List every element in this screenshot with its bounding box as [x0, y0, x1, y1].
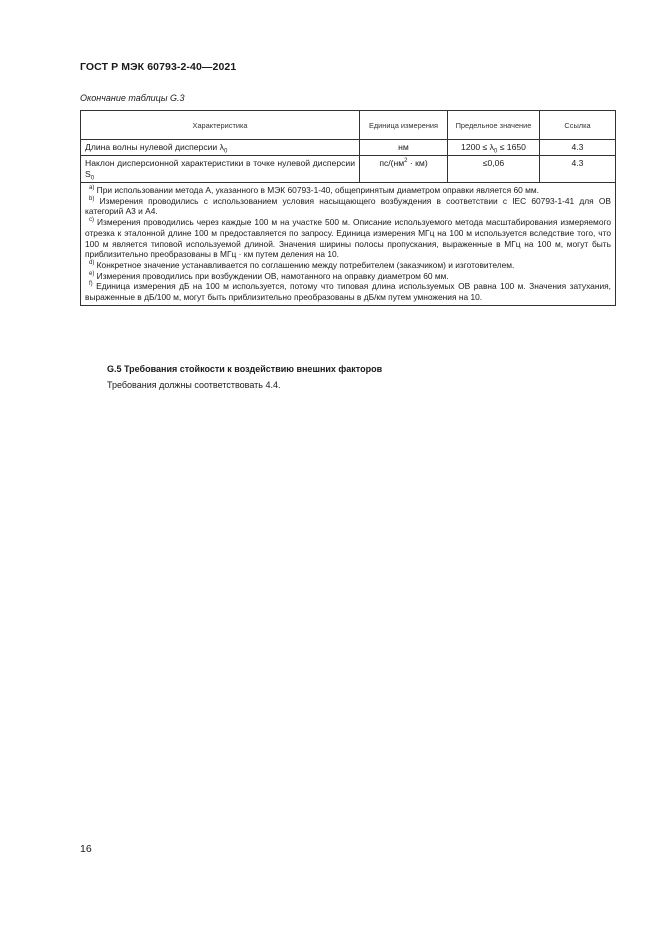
footnote-mark: f) [89, 281, 93, 288]
characteristic-subscript: 0 [90, 175, 95, 182]
table-header-row [81, 111, 616, 140]
limit-text-end: ≤ 1650 [497, 142, 526, 152]
cell-reference: 4.3 [540, 140, 616, 156]
document-header: ГОСТ Р МЭК 60793-2-40—2021 [80, 61, 237, 73]
table-notes [81, 183, 616, 306]
limit-subscript: 0 [493, 148, 498, 155]
footnote-text: Измерения проводились при возбуждении ОВ, намотанного на оправку диаметром 60 мм. [96, 270, 449, 281]
table-notes-row [81, 183, 616, 306]
table-caption: Окончание таблицы G.3 [80, 93, 185, 103]
cell-unit: нм [360, 140, 448, 156]
column-header-characteristic: Характеристика [81, 111, 360, 140]
footnote-mark: e) [89, 270, 95, 277]
footnote-text: Измерения проводились с использованием условия насыщающего возбуждения в соответствии с IEC 60793-1-41 для ОВ категорий А3 и А4. [85, 195, 611, 217]
section-paragraph: Требования должны соответствовать 4.4. [107, 380, 281, 390]
footnote-c [85, 217, 611, 260]
column-header-unit: Единица измерения [360, 111, 448, 140]
column-header-limit: Предельное значение [448, 111, 540, 140]
characteristic-text: Наклон дисперсионной характеристики в точке нулевой дисперсии S [85, 158, 355, 179]
cell-characteristic [81, 156, 360, 183]
characteristic-subscript: 0 [223, 148, 228, 155]
footnote-b [85, 196, 611, 217]
cell-characteristic [81, 140, 360, 156]
footnote-text: При использовании метода А, указанного в МЭК 60793-1-40, общепринятым диаметром оправки является 60 мм. [96, 185, 539, 195]
section-heading: G.5 Требования стойкости к воздействию внешних факторов [107, 364, 383, 374]
footnote-text: Измерения проводились через каждые 100 м на участке 500 м. Описание используемого метода масштабирования измеряемого отрезка к эталонной длине 100 м предоставляется по запросу. Единица измерения МГц на 100 м используется вследствие того, что 100 м является типовой используемой длиной. Значения ширины полосы пропускания, выраженные в МГц на 100 м, могут быть приблизительно преобразованы в МГц · км путем деления на 10. [85, 217, 612, 260]
cell-reference: 4.3 [540, 156, 616, 183]
unit-text: пс/(нм [379, 158, 405, 168]
footnote-mark: b) [89, 195, 95, 202]
cell-unit [360, 156, 448, 183]
footnote-e [85, 271, 611, 282]
table-row [81, 156, 616, 183]
footnote-text: Единица измерения дБ на 100 м используется, потому что типовая длина используемых ОВ равна 100 м. Значения затухания, выраженные в дБ/100 м, могут быть приблизительно преобразованы в дБ/км путем умножения на 10. [85, 281, 611, 303]
footnote-mark: d) [89, 260, 95, 267]
cell-limit [448, 140, 540, 156]
unit-text-end: · км) [407, 158, 428, 168]
page-number: 16 [80, 843, 92, 855]
limit-text: 1200 ≤ λ [461, 142, 494, 152]
table-row [81, 140, 616, 156]
footnote-mark: c) [89, 217, 94, 224]
column-header-reference: Ссылка [540, 111, 616, 140]
unit-superscript: 2 [404, 158, 408, 165]
footnote-mark: a) [89, 185, 95, 192]
spec-table [80, 110, 616, 306]
footnote-f [85, 281, 611, 302]
footnote-a [85, 185, 611, 196]
footnote-text: Конкретное значение устанавливается по соглашению между потребителем (заказчиком) и изготовителем. [96, 259, 515, 270]
characteristic-text: Длина волны нулевой дисперсии λ [85, 142, 224, 152]
cell-limit: ≤0,06 [448, 156, 540, 183]
footnote-d [85, 260, 611, 271]
